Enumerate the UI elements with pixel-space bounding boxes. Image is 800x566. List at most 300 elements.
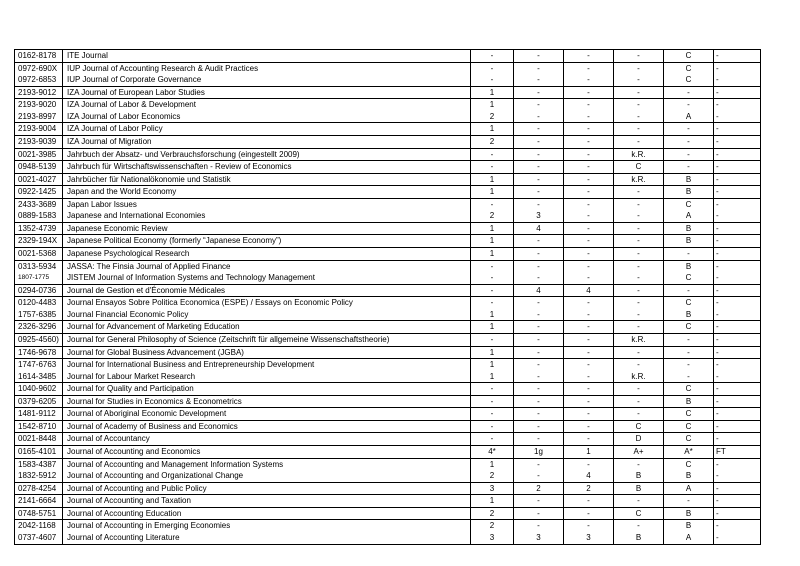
- journal-name-cell: Journal of Academy of Business and Economics: [63, 420, 471, 433]
- rating-cell: -: [564, 395, 614, 408]
- journal-name-cell: Journal for International Business and Entrepreneurship Development: [63, 359, 471, 371]
- journal-name-cell: Journal Ensayos Sobre Politica Economica (ESPE) / Essays on Economic Policy: [63, 297, 471, 309]
- rating-cell: -: [471, 148, 514, 161]
- rating-cell: 1: [471, 321, 514, 334]
- table-row: [15, 148, 761, 161]
- rating-cell: B: [664, 309, 714, 321]
- rating-cell: -: [564, 198, 614, 210]
- rating-cell: -: [664, 99, 714, 111]
- rating-cell: -: [714, 186, 761, 199]
- rating-cell: B: [664, 395, 714, 408]
- issn-cell: 0165-4101: [15, 446, 63, 459]
- rating-cell: -: [664, 248, 714, 261]
- rating-cell: 1: [471, 222, 514, 235]
- issn-cell: 2193-9039: [15, 135, 63, 148]
- rating-cell: -: [564, 222, 614, 235]
- rating-cell: 2: [471, 470, 514, 482]
- rating-cell: -: [514, 507, 564, 520]
- journal-name-cell: Journal of Accounting Literature: [63, 532, 471, 544]
- journal-name-cell: IUP Journal of Corporate Governance: [63, 74, 471, 86]
- rating-cell: -: [564, 74, 614, 86]
- journal-name-cell: IZA Journal of Labor & Development: [63, 99, 471, 111]
- rating-cell: -: [514, 470, 564, 482]
- rating-cell: -: [564, 260, 614, 272]
- rating-cell: 4: [514, 284, 564, 297]
- rating-cell: -: [614, 74, 664, 86]
- rating-cell: -: [471, 62, 514, 74]
- rating-cell: -: [614, 111, 664, 123]
- issn-cell: 0737-4607: [15, 532, 63, 544]
- table-row: [15, 383, 761, 396]
- issn-cell: 2193-8997: [15, 111, 63, 123]
- rating-cell: A: [664, 532, 714, 544]
- rating-cell: -: [664, 148, 714, 161]
- rating-cell: -: [614, 346, 664, 359]
- rating-cell: -: [664, 371, 714, 383]
- rating-cell: -: [514, 148, 564, 161]
- journal-ranking-table: [14, 49, 761, 545]
- rating-cell: -: [514, 235, 564, 248]
- journal-name-cell: Journal Financial Economic Policy: [63, 309, 471, 321]
- rating-cell: -: [514, 359, 564, 371]
- rating-cell: -: [564, 235, 614, 248]
- rating-cell: -: [471, 74, 514, 86]
- rating-cell: 1: [471, 99, 514, 111]
- rating-cell: -: [471, 297, 514, 309]
- rating-cell: B: [664, 186, 714, 199]
- rating-cell: -: [564, 433, 614, 446]
- rating-cell: -: [514, 333, 564, 346]
- journal-name-cell: Journal de Gestion et d'Économie Médicales: [63, 284, 471, 297]
- rating-cell: -: [514, 272, 564, 284]
- rating-cell: 1: [471, 346, 514, 359]
- rating-cell: -: [514, 321, 564, 334]
- rating-cell: -: [564, 495, 614, 508]
- issn-cell: 2042-1168: [15, 520, 63, 532]
- rating-cell: -: [664, 161, 714, 174]
- rating-cell: B: [614, 482, 664, 495]
- rating-cell: B: [664, 470, 714, 482]
- rating-cell: -: [664, 495, 714, 508]
- rating-cell: 2: [471, 520, 514, 532]
- rating-cell: -: [714, 408, 761, 421]
- issn-cell: 1542-8710: [15, 420, 63, 433]
- issn-cell: 1747-6763: [15, 359, 63, 371]
- journal-name-cell: Journal of Accountancy: [63, 433, 471, 446]
- rating-cell: 1: [471, 458, 514, 470]
- rating-cell: 4*: [471, 446, 514, 459]
- rating-cell: -: [614, 383, 664, 396]
- rating-cell: -: [714, 458, 761, 470]
- rating-cell: -: [714, 99, 761, 111]
- rating-cell: -: [614, 186, 664, 199]
- rating-cell: -: [614, 99, 664, 111]
- issn-cell: 0922-1425: [15, 186, 63, 199]
- rating-cell: -: [714, 123, 761, 136]
- rating-cell: A+: [614, 446, 664, 459]
- journal-name-cell: Journal of Accounting in Emerging Economies: [63, 520, 471, 532]
- rating-cell: -: [614, 458, 664, 470]
- table-row: [15, 123, 761, 136]
- journal-name-cell: IUP Journal of Accounting Research & Audit Practices: [63, 62, 471, 74]
- table-row: [15, 532, 761, 544]
- journal-name-cell: Japanese and International Economies: [63, 210, 471, 222]
- issn-cell: 1746-9678: [15, 346, 63, 359]
- rating-cell: -: [564, 148, 614, 161]
- rating-cell: -: [514, 173, 564, 186]
- rating-cell: A: [664, 111, 714, 123]
- rating-cell: -: [514, 161, 564, 174]
- rating-cell: -: [471, 408, 514, 421]
- rating-cell: -: [564, 123, 614, 136]
- rating-cell: -: [564, 248, 614, 261]
- rating-cell: -: [714, 321, 761, 334]
- rating-cell: -: [514, 99, 564, 111]
- rating-cell: 1: [471, 371, 514, 383]
- rating-cell: -: [664, 86, 714, 99]
- journal-name-cell: ITE Journal: [63, 50, 471, 63]
- rating-cell: -: [564, 173, 614, 186]
- rating-cell: -: [614, 235, 664, 248]
- table-row: [15, 333, 761, 346]
- rating-cell: -: [714, 495, 761, 508]
- table-row: [15, 284, 761, 297]
- rating-cell: -: [564, 135, 614, 148]
- rating-cell: -: [714, 297, 761, 309]
- rating-cell: -: [564, 333, 614, 346]
- rating-cell: -: [564, 99, 614, 111]
- rating-cell: -: [664, 123, 714, 136]
- table-row: [15, 346, 761, 359]
- table-row: [15, 135, 761, 148]
- rating-cell: 2: [564, 482, 614, 495]
- journal-name-cell: Japanese Economic Review: [63, 222, 471, 235]
- journal-name-cell: Journal for Quality and Participation: [63, 383, 471, 396]
- rating-cell: -: [714, 272, 761, 284]
- journal-name-cell: Journal of Accounting and Management Information Systems: [63, 458, 471, 470]
- issn-cell: 1832-5912: [15, 470, 63, 482]
- issn-cell: 0948-5139: [15, 161, 63, 174]
- rating-cell: B: [664, 173, 714, 186]
- table-row: [15, 458, 761, 470]
- rating-cell: 4: [564, 470, 614, 482]
- rating-cell: -: [564, 507, 614, 520]
- rating-cell: C: [664, 62, 714, 74]
- rating-cell: -: [514, 346, 564, 359]
- rating-cell: -: [664, 359, 714, 371]
- rating-cell: -: [714, 161, 761, 174]
- rating-cell: -: [714, 74, 761, 86]
- issn-cell: 2193-9004: [15, 123, 63, 136]
- rating-cell: C: [664, 321, 714, 334]
- rating-cell: -: [714, 210, 761, 222]
- rating-cell: D: [614, 433, 664, 446]
- rating-cell: C: [664, 383, 714, 396]
- rating-cell: -: [614, 495, 664, 508]
- rating-cell: -: [714, 260, 761, 272]
- table-row: [15, 161, 761, 174]
- journal-name-cell: Jahrbuch der Absatz- und Verbrauchsforschung (eingestellt 2009): [63, 148, 471, 161]
- rating-cell: -: [714, 86, 761, 99]
- rating-cell: -: [514, 371, 564, 383]
- rating-cell: B: [614, 470, 664, 482]
- rating-cell: -: [714, 62, 761, 74]
- rating-cell: C: [664, 420, 714, 433]
- rating-cell: -: [514, 458, 564, 470]
- issn-cell: 1583-4387: [15, 458, 63, 470]
- rating-cell: -: [514, 309, 564, 321]
- journal-name-cell: Journal of Aboriginal Economic Development: [63, 408, 471, 421]
- issn-cell: 1040-9602: [15, 383, 63, 396]
- rating-cell: 2: [471, 135, 514, 148]
- issn-cell: 0748-5751: [15, 507, 63, 520]
- table-row: [15, 173, 761, 186]
- table-row: [15, 62, 761, 74]
- table-row: [15, 210, 761, 222]
- rating-cell: C: [664, 408, 714, 421]
- journal-name-cell: Journal of Accounting Education: [63, 507, 471, 520]
- rating-cell: -: [564, 346, 614, 359]
- rating-cell: -: [471, 260, 514, 272]
- rating-cell: -: [514, 50, 564, 63]
- rating-cell: -: [564, 50, 614, 63]
- rating-cell: -: [614, 50, 664, 63]
- rating-cell: -: [514, 383, 564, 396]
- rating-cell: -: [471, 433, 514, 446]
- table-row: [15, 408, 761, 421]
- table-row: [15, 446, 761, 459]
- rating-cell: -: [614, 86, 664, 99]
- table-row: [15, 507, 761, 520]
- rating-cell: FT: [714, 446, 761, 459]
- journal-name-cell: Journal of Accounting and Public Policy: [63, 482, 471, 495]
- rating-cell: -: [471, 333, 514, 346]
- rating-cell: C: [664, 272, 714, 284]
- rating-cell: -: [564, 309, 614, 321]
- issn-cell: 2329-194X: [15, 235, 63, 248]
- rating-cell: -: [714, 135, 761, 148]
- rating-cell: -: [714, 309, 761, 321]
- rating-cell: 1: [471, 173, 514, 186]
- rating-cell: C: [664, 50, 714, 63]
- rating-cell: 2: [471, 111, 514, 123]
- rating-cell: -: [514, 248, 564, 261]
- issn-cell: 1614-3485: [15, 371, 63, 383]
- rating-cell: 2: [471, 507, 514, 520]
- table-row: [15, 297, 761, 309]
- rating-cell: -: [471, 50, 514, 63]
- rating-cell: 1: [471, 235, 514, 248]
- table-row: [15, 235, 761, 248]
- issn-cell: 0313-5934: [15, 260, 63, 272]
- rating-cell: -: [714, 222, 761, 235]
- rating-cell: -: [614, 395, 664, 408]
- issn-cell: 2326-3296: [15, 321, 63, 334]
- table-row: [15, 433, 761, 446]
- rating-cell: -: [714, 235, 761, 248]
- rating-cell: 1g: [514, 446, 564, 459]
- rating-cell: 1: [471, 359, 514, 371]
- journal-name-cell: Journal of Accounting and Economics: [63, 446, 471, 459]
- rating-cell: 4: [564, 284, 614, 297]
- table-row: [15, 74, 761, 86]
- journal-name-cell: Japanese Psychological Research: [63, 248, 471, 261]
- rating-cell: C: [614, 161, 664, 174]
- rating-cell: -: [514, 74, 564, 86]
- rating-cell: -: [514, 433, 564, 446]
- rating-cell: B: [664, 260, 714, 272]
- rating-cell: -: [514, 408, 564, 421]
- rating-cell: -: [564, 86, 614, 99]
- rating-cell: -: [714, 333, 761, 346]
- journal-name-cell: Journal for Labour Market Research: [63, 371, 471, 383]
- rating-cell: C: [614, 507, 664, 520]
- rating-cell: B: [614, 532, 664, 544]
- journal-name-cell: Journal for Advancement of Marketing Education: [63, 321, 471, 334]
- rating-cell: -: [714, 420, 761, 433]
- rating-cell: -: [714, 198, 761, 210]
- rating-cell: -: [471, 272, 514, 284]
- rating-cell: -: [514, 86, 564, 99]
- rating-cell: C: [664, 198, 714, 210]
- rating-cell: -: [514, 297, 564, 309]
- journal-name-cell: IZA Journal of Labor Policy: [63, 123, 471, 136]
- journal-name-cell: IZA Journal of Labor Economics: [63, 111, 471, 123]
- rating-cell: 3: [514, 210, 564, 222]
- rating-cell: -: [614, 309, 664, 321]
- table-row: [15, 470, 761, 482]
- rating-cell: -: [564, 297, 614, 309]
- rating-cell: -: [664, 333, 714, 346]
- rating-cell: B: [664, 520, 714, 532]
- rating-cell: -: [564, 359, 614, 371]
- issn-cell: 2193-9020: [15, 99, 63, 111]
- table-row: [15, 86, 761, 99]
- rating-cell: -: [471, 395, 514, 408]
- table-row: [15, 198, 761, 210]
- issn-cell: 0379-6205: [15, 395, 63, 408]
- journal-name-cell: Jahrbuch für Wirtschaftswissenschaften - Review of Economics: [63, 161, 471, 174]
- rating-cell: -: [471, 198, 514, 210]
- journal-name-cell: IZA Journal of European Labor Studies: [63, 86, 471, 99]
- rating-cell: -: [564, 321, 614, 334]
- rating-cell: 4: [514, 222, 564, 235]
- rating-cell: -: [614, 272, 664, 284]
- rating-cell: -: [471, 161, 514, 174]
- rating-cell: -: [564, 420, 614, 433]
- table-row: [15, 272, 761, 284]
- table-row: [15, 222, 761, 235]
- rating-cell: -: [714, 284, 761, 297]
- rating-cell: -: [714, 359, 761, 371]
- rating-cell: -: [714, 470, 761, 482]
- rating-cell: 1: [471, 86, 514, 99]
- rating-cell: -: [714, 507, 761, 520]
- rating-cell: -: [664, 346, 714, 359]
- rating-cell: -: [564, 371, 614, 383]
- rating-cell: -: [514, 111, 564, 123]
- journal-name-cell: Journal for Studies in Economics & Econometrics: [63, 395, 471, 408]
- rating-cell: 3: [471, 482, 514, 495]
- rating-cell: C: [614, 420, 664, 433]
- issn-cell: 1807-1775: [15, 272, 63, 284]
- table-row: [15, 99, 761, 111]
- journal-name-cell: Japanese Political Economy (formerly “Japanese Economy”): [63, 235, 471, 248]
- table-row: [15, 248, 761, 261]
- rating-cell: -: [614, 520, 664, 532]
- rating-cell: B: [664, 507, 714, 520]
- rating-cell: B: [664, 222, 714, 235]
- rating-cell: 1: [471, 309, 514, 321]
- rating-cell: -: [564, 383, 614, 396]
- table-row: [15, 260, 761, 272]
- rating-cell: 1: [471, 123, 514, 136]
- rating-cell: -: [614, 321, 664, 334]
- rating-cell: -: [614, 284, 664, 297]
- issn-cell: 0294-0736: [15, 284, 63, 297]
- rating-cell: 2: [514, 482, 564, 495]
- rating-cell: A: [664, 210, 714, 222]
- rating-cell: -: [514, 123, 564, 136]
- rating-cell: -: [564, 272, 614, 284]
- journal-name-cell: JASSA: The Finsia Journal of Applied Finance: [63, 260, 471, 272]
- rating-cell: 1: [471, 186, 514, 199]
- rating-cell: C: [664, 433, 714, 446]
- rating-cell: -: [714, 482, 761, 495]
- journal-name-cell: Japan and the World Economy: [63, 186, 471, 199]
- rating-cell: -: [514, 62, 564, 74]
- rating-cell: -: [564, 408, 614, 421]
- rating-cell: -: [564, 161, 614, 174]
- journal-name-cell: Journal of Accounting and Taxation: [63, 495, 471, 508]
- rating-cell: -: [714, 111, 761, 123]
- rating-cell: 3: [514, 532, 564, 544]
- rating-cell: C: [664, 74, 714, 86]
- rating-cell: 2: [471, 210, 514, 222]
- rating-cell: -: [471, 383, 514, 396]
- rating-cell: -: [614, 248, 664, 261]
- table-row: [15, 371, 761, 383]
- rating-cell: -: [714, 433, 761, 446]
- rating-cell: -: [614, 62, 664, 74]
- rating-cell: -: [614, 359, 664, 371]
- issn-cell: 0021-5368: [15, 248, 63, 261]
- issn-cell: 0889-1583: [15, 210, 63, 222]
- journal-name-cell: Journal for Global Business Advancement (JGBA): [63, 346, 471, 359]
- issn-cell: 1757-6385: [15, 309, 63, 321]
- rating-cell: -: [614, 135, 664, 148]
- issn-cell: 1481-9112: [15, 408, 63, 421]
- issn-cell: 0021-4027: [15, 173, 63, 186]
- rating-cell: -: [614, 198, 664, 210]
- rating-cell: -: [564, 62, 614, 74]
- rating-cell: k.R.: [614, 371, 664, 383]
- rating-cell: A*: [664, 446, 714, 459]
- rating-cell: -: [514, 395, 564, 408]
- rating-cell: -: [471, 420, 514, 433]
- journal-name-cell: Journal for General Philosophy of Science (Zeitschrift für allgemeine Wissenschaftstheorie): [63, 333, 471, 346]
- rating-cell: -: [714, 148, 761, 161]
- rating-cell: -: [714, 520, 761, 532]
- issn-cell: 0972-690X: [15, 62, 63, 74]
- issn-cell: 0972-6853: [15, 74, 63, 86]
- rating-cell: -: [564, 210, 614, 222]
- issn-cell: 0021-8448: [15, 433, 63, 446]
- rating-cell: C: [664, 458, 714, 470]
- rating-cell: -: [714, 248, 761, 261]
- rating-cell: C: [664, 297, 714, 309]
- rating-cell: -: [714, 371, 761, 383]
